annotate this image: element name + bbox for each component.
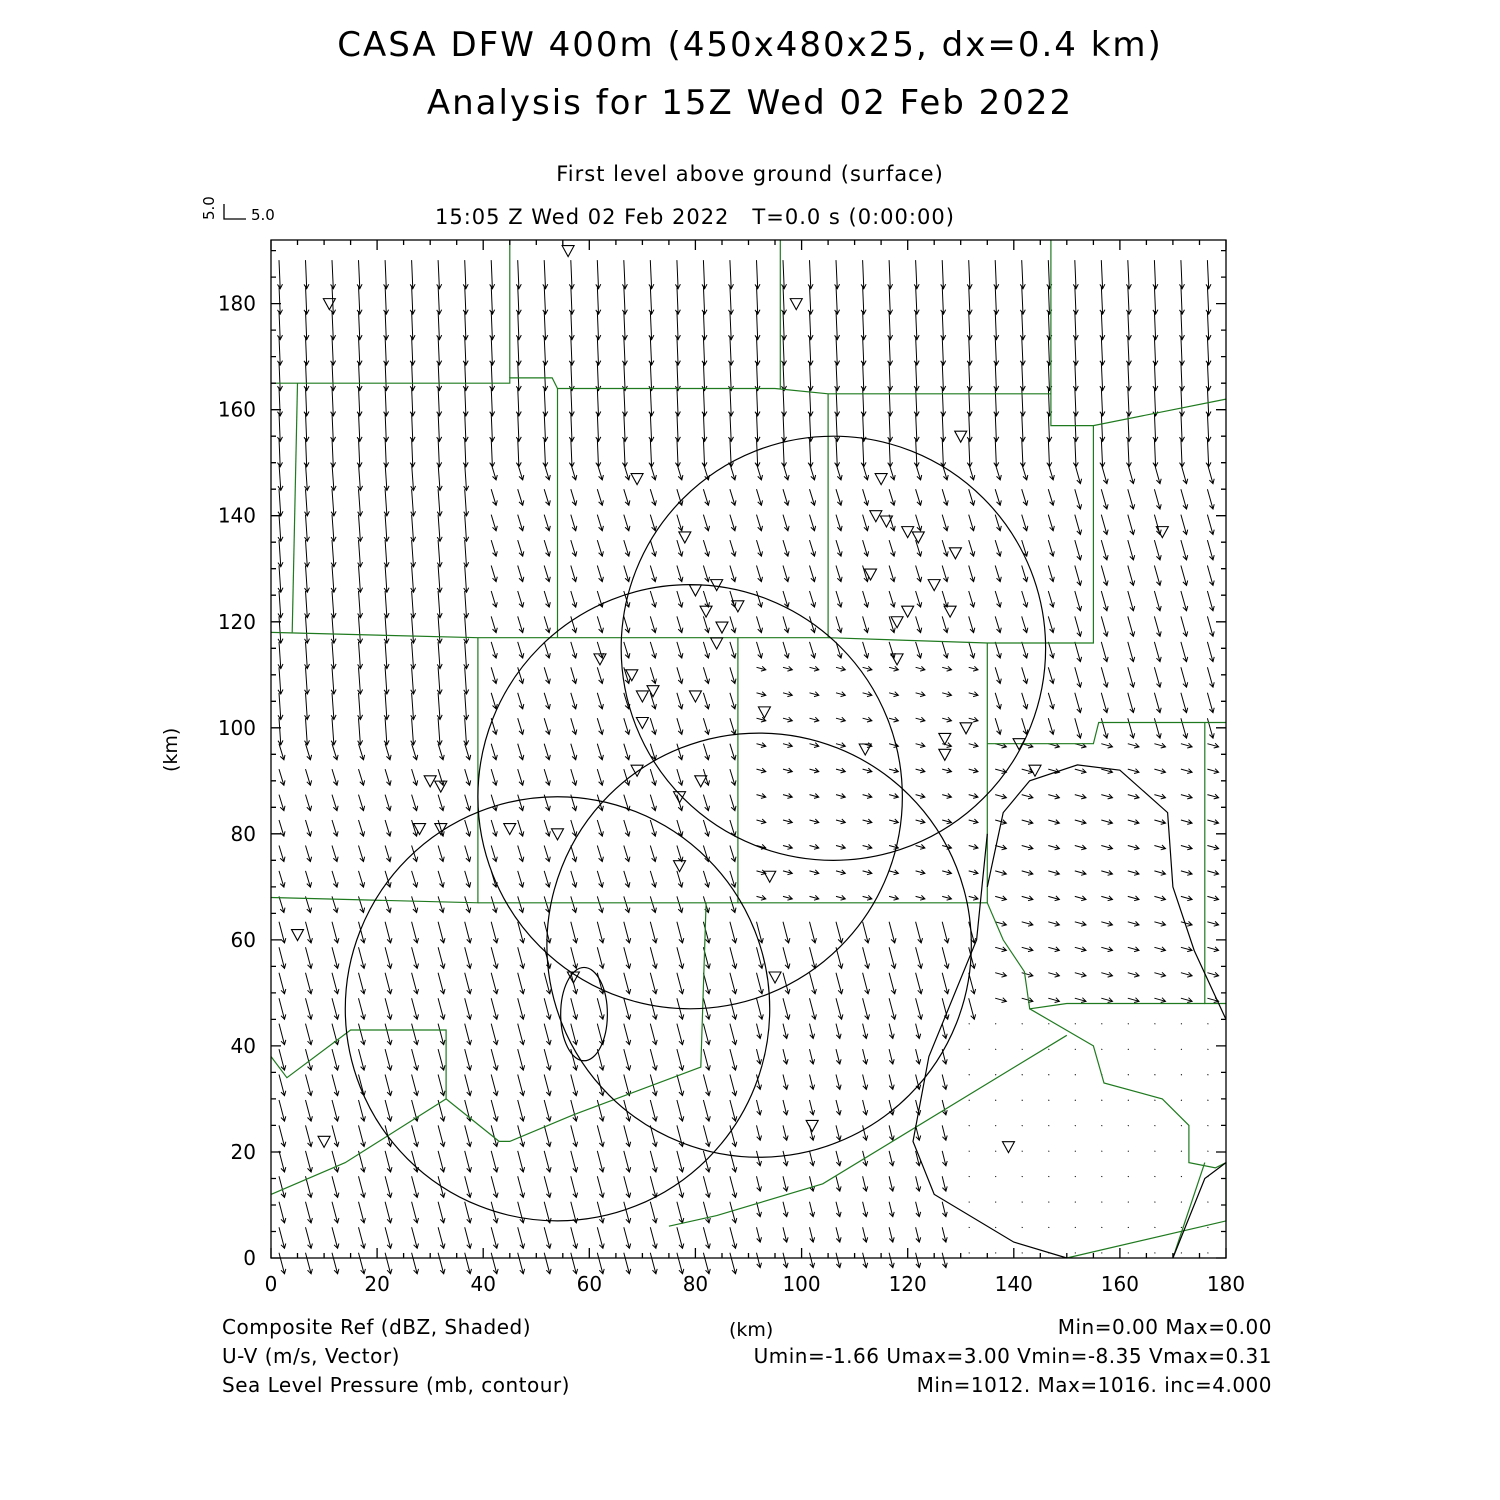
radar-site-marker bbox=[955, 431, 967, 442]
radar-site-marker bbox=[1002, 1142, 1014, 1153]
wind-vectors bbox=[278, 260, 1219, 1274]
county-border-9 bbox=[478, 638, 738, 903]
radar-sites bbox=[292, 246, 1169, 1153]
county-border-10 bbox=[738, 643, 987, 903]
county-border-12 bbox=[1205, 723, 1226, 1004]
radar-site-marker bbox=[631, 474, 643, 485]
radar-site-marker bbox=[674, 792, 686, 803]
radar-site-marker bbox=[552, 829, 564, 840]
radar-site-marker bbox=[928, 580, 940, 591]
y-tick-label: 180 bbox=[217, 291, 256, 316]
radar-site-marker bbox=[960, 723, 972, 734]
radar-site-marker bbox=[562, 246, 574, 257]
radar-site-marker bbox=[636, 717, 648, 728]
y-tick-label: 40 bbox=[230, 1033, 256, 1058]
radar-site-marker bbox=[949, 548, 961, 559]
footer-ref-stats: Min=0.00 Max=0.00 bbox=[1057, 1315, 1272, 1339]
county-border-15 bbox=[271, 1030, 446, 1099]
y-tick-label: 100 bbox=[217, 715, 256, 740]
footer-vec-stats: Umin=-1.66 Umax=3.00 Vmin=-8.35 Vmax=0.31 bbox=[753, 1344, 1272, 1368]
radar-site-marker bbox=[318, 1136, 330, 1147]
footer-ref-label: Composite Ref (dBZ, Shaded) bbox=[222, 1315, 532, 1339]
county-border-18 bbox=[1173, 1163, 1205, 1258]
footer-slp-label: Sea Level Pressure (mb, contour) bbox=[222, 1373, 570, 1397]
radar-site-marker bbox=[700, 606, 712, 617]
level-label: First level above ground (surface) bbox=[556, 162, 944, 186]
x-tick-label: 140 bbox=[994, 1272, 1033, 1296]
radar-site-marker bbox=[504, 824, 516, 835]
radar-site-marker bbox=[674, 861, 686, 872]
radar-site-marker bbox=[912, 532, 924, 543]
x-tick-label: 40 bbox=[470, 1272, 496, 1296]
radar-site-marker bbox=[323, 299, 335, 310]
x-tick-label: 60 bbox=[576, 1272, 603, 1296]
county-border-8 bbox=[271, 638, 478, 903]
radar-site-marker bbox=[944, 606, 956, 617]
vector-key-arrow bbox=[224, 204, 246, 219]
y-axis-label: (km) bbox=[160, 727, 182, 772]
radar-site-marker bbox=[891, 617, 903, 628]
county-border-1 bbox=[292, 383, 297, 632]
x-axis-label: (km) bbox=[729, 1319, 774, 1341]
county-border-17 bbox=[669, 1035, 1067, 1226]
radar-site-marker bbox=[711, 580, 723, 591]
radar-site-marker bbox=[711, 638, 723, 649]
radar-site-marker bbox=[695, 776, 707, 787]
radar-site-marker bbox=[636, 691, 648, 702]
county-border-7 bbox=[828, 426, 1093, 643]
x-tick-label: 180 bbox=[1206, 1272, 1246, 1296]
radar-site-marker bbox=[716, 622, 728, 633]
y-tick-label: 80 bbox=[230, 821, 256, 846]
radar-site-marker bbox=[875, 474, 887, 485]
y-tick-label: 120 bbox=[217, 609, 256, 634]
radar-site-marker bbox=[679, 532, 691, 543]
radar-site-marker bbox=[806, 1120, 818, 1131]
county-border-16 bbox=[1030, 1009, 1226, 1258]
x-tick-label: 80 bbox=[682, 1272, 709, 1296]
pressure-contour-inner-loop bbox=[561, 967, 608, 1060]
pressure-contour-circle-3 bbox=[547, 733, 971, 1157]
radar-site-marker bbox=[902, 606, 914, 617]
y-tick-label: 60 bbox=[230, 927, 256, 952]
footer-slp-stats: Min=1012. Max=1016. inc=4.000 bbox=[916, 1373, 1272, 1397]
radar-site-marker bbox=[880, 516, 892, 527]
radar-site-marker bbox=[689, 691, 701, 702]
radar-site-marker bbox=[292, 930, 304, 941]
county-border-11 bbox=[987, 723, 1226, 744]
x-tick-label: 160 bbox=[1100, 1272, 1139, 1296]
x-tick-label: 20 bbox=[364, 1272, 390, 1296]
x-tick-label: 100 bbox=[782, 1272, 821, 1296]
county-border-13 bbox=[987, 903, 1205, 1009]
y-tick-label: 140 bbox=[217, 503, 256, 528]
radar-site-marker bbox=[939, 733, 951, 744]
radar-site-marker bbox=[769, 972, 781, 983]
pressure-contour-extra-1 bbox=[913, 834, 1067, 1258]
vector-key-u-label: 5.0 bbox=[251, 206, 275, 224]
y-tick-label: 160 bbox=[217, 397, 256, 422]
x-tick-label: 120 bbox=[888, 1272, 927, 1296]
radar-site-marker bbox=[790, 299, 802, 310]
county-border-5 bbox=[271, 394, 828, 638]
vector-arrows bbox=[278, 260, 1219, 1274]
county-border-0 bbox=[271, 378, 1226, 426]
chart-title-line1: CASA DFW 400m (450x480x25, dx=0.4 km) bbox=[337, 25, 1163, 65]
vector-key-v-label: 5.0 bbox=[200, 196, 218, 220]
y-tick-label: 0 bbox=[243, 1246, 256, 1270]
pressure-contour-circle-1 bbox=[621, 436, 1045, 860]
vector-key bbox=[200, 196, 275, 224]
chart-title-line2: Analysis for 15Z Wed 02 Feb 2022 bbox=[426, 83, 1074, 123]
radar-site-marker bbox=[758, 707, 770, 718]
plot-frame bbox=[271, 240, 1226, 1258]
radar-site-marker bbox=[689, 585, 701, 596]
pressure-contour-extra-0 bbox=[987, 765, 1226, 1020]
y-tick-label: 20 bbox=[230, 1139, 256, 1164]
footer-vec-label: U-V (m/s, Vector) bbox=[222, 1344, 400, 1368]
county-border-14 bbox=[271, 903, 706, 1195]
x-tick-label: 0 bbox=[264, 1272, 278, 1296]
time-label: 15:05 Z Wed 02 Feb 2022 T=0.0 s (0:00:00) bbox=[435, 205, 955, 229]
radar-site-marker bbox=[939, 749, 951, 760]
plot-axes bbox=[271, 240, 1226, 1258]
axis-ticks bbox=[271, 240, 1226, 1258]
county-borders bbox=[271, 240, 1226, 1258]
